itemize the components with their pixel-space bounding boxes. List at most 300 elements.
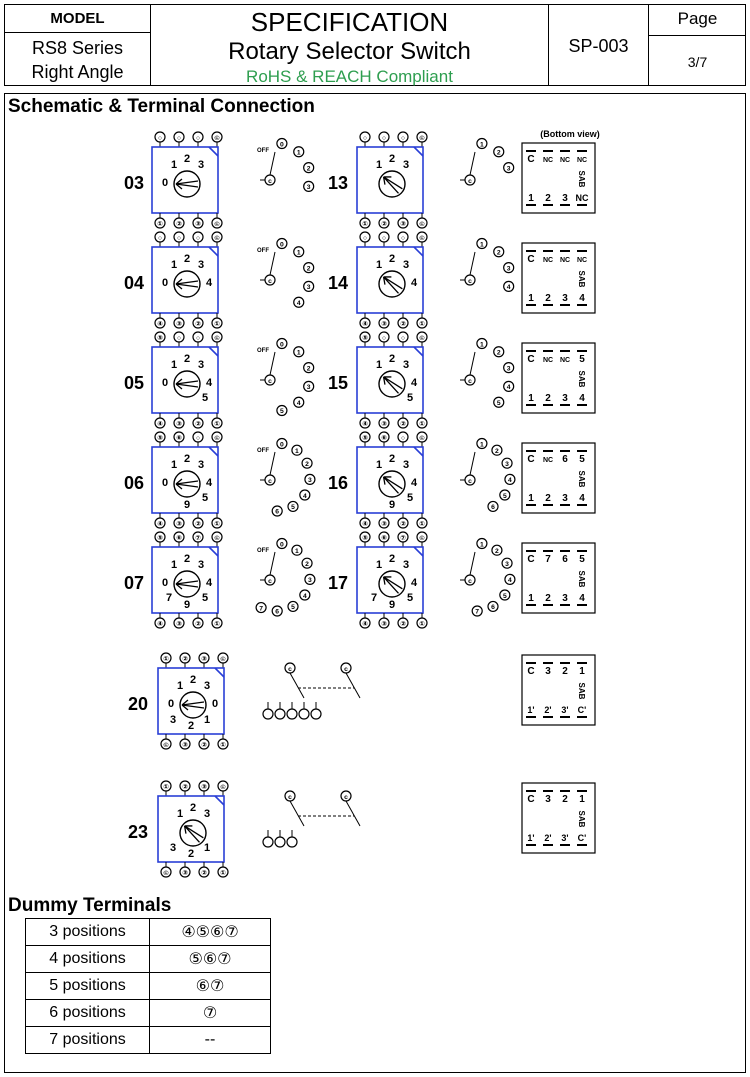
position-number: 4 [410, 377, 418, 389]
terminal-pin-label: 4 [296, 400, 301, 408]
pad-label: 1 [579, 794, 585, 805]
position-number: 2 [189, 674, 197, 686]
position-number: 9 [183, 599, 191, 611]
terminal-pin-label: 4 [508, 477, 512, 485]
position-number: 1 [375, 159, 383, 171]
position-number: 3 [402, 559, 410, 571]
model-orientation: Right Angle [31, 62, 124, 82]
pad-label: 2 [562, 794, 568, 805]
pad-label: 5 [579, 354, 585, 365]
position-number: 2 [388, 453, 396, 465]
terminal-pin-label: ① [419, 420, 425, 428]
terminal-pin-label: ③ [182, 741, 188, 749]
terminal-pin-label: ③ [400, 220, 406, 228]
terminal-pin-label: ③ [381, 320, 387, 328]
contact-terminal [263, 837, 273, 847]
terminal-pin-label: 1 [296, 149, 301, 157]
terminal-pin-label: c [268, 377, 272, 385]
pad-label: 6 [562, 554, 568, 565]
position-number: 3 [197, 159, 205, 171]
terminal-pin-label: ④ [157, 620, 163, 628]
switch-code-label: 07 [123, 573, 145, 593]
pad-label: NC [559, 257, 571, 264]
terminal-pin-label: ② [195, 520, 201, 528]
position-number: 2 [189, 802, 197, 814]
terminal-pin-label: ① [220, 869, 226, 877]
terminal-pin-label: ② [201, 869, 207, 877]
position-number: 5 [201, 392, 209, 404]
pad-label: 1 [528, 393, 534, 404]
sab-label: SAB [577, 570, 586, 588]
terminal-pin-label: ② [201, 741, 207, 749]
position-number: 1 [203, 714, 211, 726]
pad-label: 2 [545, 193, 551, 204]
terminal-pin-label: © [214, 134, 220, 142]
terminal-pin-label: ③ [176, 520, 182, 528]
terminal-pin-label: ⑥ [381, 534, 387, 542]
terminal-pin-label: c [268, 577, 272, 585]
wiper [270, 152, 275, 175]
contact-terminal [275, 837, 285, 847]
schematic-section-title: Schematic & Terminal Connection [8, 96, 315, 117]
position-number: 2 [187, 848, 195, 860]
wiper [346, 673, 360, 698]
terminals-cell: ⑦ [150, 1000, 271, 1027]
terminal-pin-label: ① [214, 320, 220, 328]
terminal-pin-label: 4 [296, 300, 301, 308]
terminal-pin-label: ③ [381, 520, 387, 528]
pad-label: NC [576, 157, 588, 164]
terminal-pin-label: ⑤ [362, 434, 368, 442]
pad-label: 6 [562, 454, 568, 465]
terminal-pin-label: © [419, 534, 425, 542]
pad-label: 2 [545, 293, 551, 304]
position-number: 1 [203, 842, 211, 854]
terminal-pin-label: ② [381, 220, 387, 228]
terminal-pin-label: 2 [496, 149, 501, 157]
terminal-pin-label: ○ [176, 234, 182, 242]
position-number: 3 [169, 842, 177, 854]
terminal-pin-label: ④ [362, 620, 368, 628]
pad-label: 3 [545, 666, 551, 677]
position-number: 1 [176, 680, 184, 692]
doc-subtitle: Rotary Selector Switch [228, 38, 471, 65]
terminal-pin-label: ⑤ [157, 534, 163, 542]
position-number: 7 [370, 592, 378, 604]
position-number: 1 [176, 808, 184, 820]
terminal-pin-label: c [268, 277, 272, 285]
pad-label: 3 [562, 593, 568, 604]
terminal-pin-label: 6 [275, 608, 280, 616]
terminal-pin-label: c [468, 577, 472, 585]
switch-code-label: 13 [327, 173, 349, 193]
terminal-pin-label: ② [195, 620, 201, 628]
rotor-icon [379, 171, 405, 197]
dummy-section-title: Dummy Terminals [8, 895, 172, 916]
terminals-cell: ④⑤⑥⑦ [150, 919, 271, 946]
terminal-pin-label: c [268, 177, 272, 185]
terminal-pin-label: ○ [195, 334, 201, 342]
terminal-pin-label: ○ [400, 134, 406, 142]
terminal-pin-label: ○ [400, 434, 406, 442]
pad-label: NC [576, 257, 588, 264]
switch-code-label: 15 [327, 373, 349, 393]
terminal-pin-label: 2 [306, 365, 311, 373]
terminal-pin-label: 1 [295, 447, 299, 455]
terminal-pin-label: © [214, 220, 220, 228]
wiper [470, 552, 475, 575]
terminal-pin-label: © [163, 741, 169, 749]
terminal-pin-label: 6 [491, 604, 495, 612]
sab-label: SAB [577, 270, 586, 288]
terminal-pin-label: ③ [381, 420, 387, 428]
terminal-pin-label: ⑥ [381, 434, 387, 442]
doc-title: SPECIFICATION [250, 7, 449, 37]
terminal-pin-label: © [214, 234, 220, 242]
dummy-table-row [26, 1027, 271, 1054]
terminal-pin-label: 0 [280, 141, 284, 149]
terminal-pin-label: ① [419, 320, 425, 328]
switch-code-label: 17 [327, 573, 349, 593]
position-number: 9 [388, 599, 396, 611]
terminal-pin-label: 2 [496, 249, 501, 257]
position-number: 1 [375, 259, 383, 271]
terminal-pin-label: c [468, 177, 472, 185]
pad-label: 2' [544, 705, 552, 715]
off-label: OFF [257, 148, 269, 154]
terminal-pin-label: 1 [296, 249, 301, 257]
wiper [270, 252, 275, 275]
contact-terminal [299, 709, 309, 719]
dummy-table-row [26, 919, 271, 946]
pad-label: C' [577, 833, 587, 843]
wiper [346, 801, 360, 826]
position-number: 0 [161, 277, 169, 289]
terminal-pin-label: 5 [502, 592, 507, 600]
switch-code-label: 06 [123, 473, 145, 493]
terminal-pin-label: c [288, 793, 292, 801]
pad-label: C [527, 554, 535, 565]
position-number: 2 [183, 453, 191, 465]
position-number: 2 [183, 253, 191, 265]
terminal-pin-label: 7 [259, 605, 263, 613]
model-series: RS8 Series [31, 38, 124, 58]
pad-label: 1' [527, 705, 535, 715]
terminal-pin-label: 5 [280, 408, 284, 416]
pad-label: 1 [528, 293, 534, 304]
terminal-pin-label: ① [157, 220, 163, 228]
terminal-pin-label: 0 [280, 241, 284, 249]
pad-label: C [527, 794, 535, 805]
terminal-pin-label: ① [214, 420, 220, 428]
terminal-pin-label: 0 [280, 441, 284, 449]
pad-label: 1 [528, 593, 534, 604]
positions-cell: 6 positions [26, 1000, 150, 1027]
pad-label: C [527, 454, 535, 465]
position-number: 2 [183, 353, 191, 365]
position-number: 5 [406, 392, 414, 404]
position-number: 1 [170, 359, 178, 371]
terminal-pin-label: ② [195, 320, 201, 328]
terminal-pin-label: 3 [506, 165, 511, 173]
wiper [270, 552, 275, 575]
wiper [290, 673, 304, 698]
pad-label: 4 [579, 393, 585, 404]
pad-label: C [527, 666, 535, 677]
position-number: 4 [205, 577, 213, 589]
position-number: 0 [161, 177, 169, 189]
terminal-pin-label: 3 [308, 577, 312, 585]
pad-label: NC [542, 257, 554, 264]
position-number: 1 [170, 559, 178, 571]
position-number: 3 [197, 459, 205, 471]
terminal-pin-label: 1 [480, 141, 484, 149]
position-number: 4 [410, 577, 418, 589]
terminal-pin-label: 1 [480, 441, 484, 449]
terminal-pin-label: © [214, 534, 220, 542]
terminal-pin-label: ⑤ [362, 334, 368, 342]
terminal-pin-label: ○ [176, 134, 182, 142]
pad-label: 2' [544, 833, 552, 843]
position-number: 0 [167, 698, 175, 710]
terminal-pin-label: ○ [195, 434, 201, 442]
terminal-pin-label: 3 [506, 265, 511, 273]
terminal-pin-label: ④ [157, 420, 163, 428]
contact-terminal [311, 709, 321, 719]
position-number: 3 [402, 459, 410, 471]
pad-label: 3 [562, 493, 568, 504]
terminal-pin-label: 2 [305, 460, 309, 468]
position-number: 9 [183, 499, 191, 511]
terminal-pin-label: 3 [505, 460, 509, 468]
compliance-note: RoHS & REACH Compliant [246, 67, 453, 86]
terminal-pin-label: c [468, 477, 472, 485]
terminal-pin-label: © [220, 783, 226, 791]
terminal-pin-label: ○ [195, 234, 201, 242]
pad-label: 1' [527, 833, 535, 843]
terminal-pin-label: 4 [506, 284, 511, 292]
off-label: OFF [257, 248, 269, 254]
position-number: 1 [170, 459, 178, 471]
positions-cell: 7 positions [26, 1027, 150, 1054]
terminal-pin-label: 4 [302, 492, 307, 500]
position-number: 1 [375, 559, 383, 571]
pad-label: 1 [579, 666, 585, 677]
terminal-pin-label: c [344, 665, 348, 673]
position-number: 1 [375, 359, 383, 371]
terminal-pin-label: © [220, 655, 226, 663]
position-number: 2 [187, 720, 195, 732]
terminal-pin-label: © [419, 234, 425, 242]
position-number: 4 [410, 477, 418, 489]
terminal-pin-label: 5 [502, 492, 507, 500]
sab-label: SAB [577, 470, 586, 488]
terminal-pin-label: ③ [381, 620, 387, 628]
terminals-cell: ⑤⑥⑦ [150, 946, 271, 973]
sab-label: SAB [577, 170, 586, 188]
terminal-pin-label: ○ [362, 134, 368, 142]
terminal-pin-label: 2 [306, 265, 311, 273]
terminal-pin-label: 3 [306, 284, 311, 292]
wiper [270, 452, 275, 475]
terminal-pin-label: ⑤ [362, 534, 368, 542]
terminal-pin-label: 3 [506, 365, 511, 373]
terminal-pin-label: 5 [496, 400, 501, 408]
position-number: 3 [402, 159, 410, 171]
contact-terminal [275, 709, 285, 719]
rotor-icon [379, 571, 405, 597]
terminal-pin-label: ⑦ [195, 534, 201, 542]
pad-label: 3 [562, 393, 568, 404]
off-label: OFF [257, 448, 269, 454]
pad-label: 2 [545, 593, 551, 604]
position-number: 3 [402, 259, 410, 271]
pad-label: 4 [579, 493, 585, 504]
position-number: 3 [197, 359, 205, 371]
switch-code-label: 14 [327, 273, 349, 293]
terminal-pin-label: ④ [157, 520, 163, 528]
position-number: 3 [197, 259, 205, 271]
terminal-pin-label: ④ [362, 320, 368, 328]
terminal-pin-label: ⑤ [157, 434, 163, 442]
terminal-pin-label: c [344, 793, 348, 801]
position-number: 2 [388, 353, 396, 365]
terminal-pin-label: 2 [495, 547, 499, 555]
terminal-pin-label: ② [400, 520, 406, 528]
switch-code-label: 05 [123, 373, 145, 393]
pad-label: C [527, 154, 535, 165]
rotor-icon [379, 471, 405, 497]
pad-label: NC [559, 357, 571, 364]
terminal-pin-label: © [419, 434, 425, 442]
position-number: 1 [170, 259, 178, 271]
positions-cell: 4 positions [26, 946, 150, 973]
terminal-pin-label: ① [163, 783, 169, 791]
sab-label: SAB [577, 810, 586, 828]
rotor-icon [180, 820, 206, 846]
terminal-pin-label: ○ [157, 234, 163, 242]
terminal-pin-label: 2 [495, 447, 499, 455]
position-number: 3 [402, 359, 410, 371]
terminal-pin-label: ③ [176, 620, 182, 628]
terminal-pin-label: ○ [381, 134, 387, 142]
position-number: 4 [205, 277, 213, 289]
pad-label: 2 [562, 666, 568, 677]
terminal-pin-label: 1 [480, 341, 484, 349]
position-number: 2 [183, 553, 191, 565]
terminal-pin-label: 3 [306, 384, 311, 392]
contact-terminal [287, 837, 297, 847]
terminal-pin-label: ○ [400, 234, 406, 242]
terminal-pin-label: ○ [157, 134, 163, 142]
terminal-pin-label: 6 [275, 508, 280, 516]
dummy-terminal-table [25, 918, 271, 1054]
terminal-pin-label: ○ [381, 334, 387, 342]
terminal-pin-label: ○ [195, 134, 201, 142]
terminal-pin-label: c [468, 277, 472, 285]
terminal-pin-label: ③ [176, 420, 182, 428]
position-number: 2 [388, 553, 396, 565]
position-number: 2 [388, 253, 396, 265]
position-number: 4 [205, 377, 213, 389]
rotor-icon [379, 371, 405, 397]
terminal-pin-label: c [468, 377, 472, 385]
terminal-pin-label: 1 [480, 541, 484, 549]
terminal-pin-label: c [268, 477, 272, 485]
pad-label: 3 [562, 193, 568, 204]
sab-label: SAB [577, 682, 586, 700]
position-number: 5 [201, 592, 209, 604]
terminal-pin-label: ② [182, 655, 188, 663]
terminal-pin-label: 4 [302, 592, 307, 600]
terminal-pin-label: 0 [280, 341, 284, 349]
pad-label: NC [542, 157, 554, 164]
pad-label: C [527, 254, 535, 265]
wiper [470, 352, 475, 375]
position-number: 0 [161, 577, 169, 589]
terminal-pin-label: ⑦ [400, 534, 406, 542]
pad-label: 1 [528, 193, 534, 204]
terminal-pin-label: 6 [491, 504, 495, 512]
terminal-pin-label: 2 [305, 560, 309, 568]
page-label: Page [677, 9, 718, 28]
pad-label: C [527, 354, 535, 365]
position-number: 5 [201, 492, 209, 504]
sab-label: SAB [577, 370, 586, 388]
dummy-table-row [26, 946, 271, 973]
terminal-pin-label: 5 [291, 604, 295, 612]
switch-code-label: 20 [127, 694, 149, 714]
terminal-pin-label: ④ [362, 520, 368, 528]
off-label: OFF [257, 548, 269, 554]
position-number: 2 [183, 153, 191, 165]
terminal-pin-label: ○ [362, 234, 368, 242]
position-number: 1 [375, 459, 383, 471]
terminals-cell: ⑥⑦ [150, 973, 271, 1000]
contact-terminal [287, 709, 297, 719]
terminal-pin-label: ⑤ [157, 334, 163, 342]
terminal-pin-label: ○ [400, 334, 406, 342]
pad-label: 1 [528, 493, 534, 504]
pad-label: NC [542, 457, 554, 464]
wiper [470, 452, 475, 475]
model-label: MODEL [50, 10, 105, 27]
terminal-pin-label: 4 [506, 384, 511, 392]
terminal-pin-label: ② [195, 420, 201, 428]
terminal-pin-label: ③ [201, 655, 207, 663]
terminal-pin-label: 2 [306, 165, 311, 173]
pad-label: 3' [561, 833, 569, 843]
terminal-pin-label: c [288, 665, 292, 673]
position-number: 5 [406, 592, 414, 604]
wiper [290, 801, 304, 826]
terminal-pin-label: ③ [182, 869, 188, 877]
terminal-pin-label: ② [400, 320, 406, 328]
position-number: 3 [197, 559, 205, 571]
position-number: 5 [406, 492, 414, 504]
terminal-pin-label: ① [220, 741, 226, 749]
position-number: 3 [203, 808, 211, 820]
terminal-pin-label: ① [362, 220, 368, 228]
terminal-pin-label: ④ [157, 320, 163, 328]
pad-label: 4 [579, 593, 585, 604]
pad-label: 3 [545, 794, 551, 805]
terminal-pin-label: 4 [508, 577, 512, 585]
terminal-pin-label: ② [400, 420, 406, 428]
terminal-pin-label: ② [400, 620, 406, 628]
position-number: 9 [388, 499, 396, 511]
terminal-pin-label: 2 [496, 349, 501, 357]
